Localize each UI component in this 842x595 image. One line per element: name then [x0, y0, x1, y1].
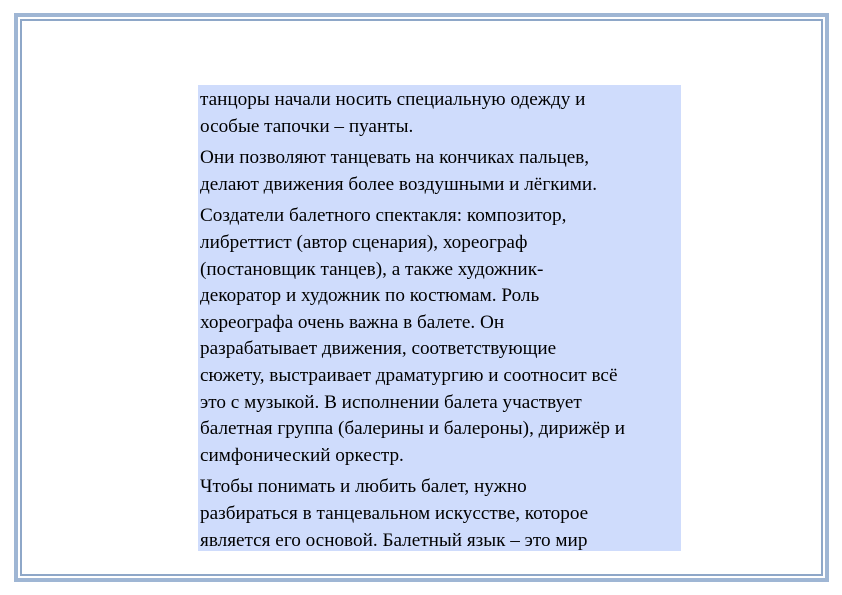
text-line: делают движения более воздушными и лёгкими.	[200, 173, 597, 195]
text-line: Чтобы понимать и любить балет, нужно	[200, 476, 527, 498]
text-line: балетная группа (балерины и балероны), дирижёр и	[200, 418, 625, 440]
paragraph-3	[200, 203, 681, 469]
paragraph-4	[200, 474, 681, 551]
text-line: разрабатывает движения, соответствующие	[200, 338, 557, 360]
text-line: является его основой. Балетный язык – это мир	[200, 529, 588, 551]
text-line: особые тапочки – пуанты.	[200, 115, 414, 137]
text-line: декоратор и художник по костюмам. Роль	[200, 285, 540, 307]
text-line: это с музыкой. В исполнении балета участвует	[200, 391, 582, 413]
text-line: (постановщик танцев), а также художник-	[200, 258, 544, 280]
text-line: либреттист (автор сценария), хореограф	[200, 231, 528, 253]
text-line: хореографа очень важна в балете. Он	[200, 311, 505, 333]
paragraph-1	[200, 87, 681, 140]
text-line: Они позволяют танцевать на кончиках пальцев,	[200, 147, 590, 169]
text-line: сюжету, выстраивает драматургию и соотносит всё	[200, 364, 618, 386]
text-line: Создатели балетного спектакля: композитор,	[200, 205, 567, 227]
text-line: танцоры начали носить специальную одежду и	[200, 89, 586, 110]
paragraph-2	[200, 145, 681, 198]
text-line: симфонический оркестр.	[200, 444, 404, 466]
text-line: разбираться в танцевальном искусстве, которое	[200, 502, 589, 524]
text-box	[198, 85, 681, 551]
